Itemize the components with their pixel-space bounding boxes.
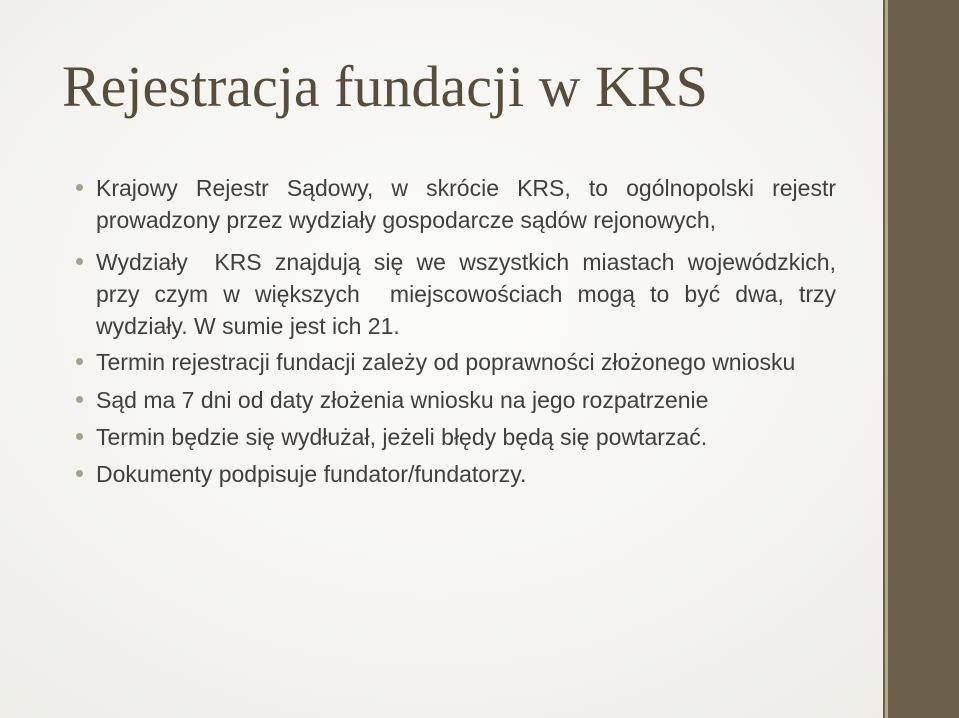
bullet-text-line: przy czym w większych miejscowościach mogą to być dwa, trzy (96, 281, 836, 307)
bullet-dot-icon (76, 258, 83, 265)
bullet-item-krs-definition (96, 172, 836, 236)
bullet-item-documents-signing (96, 458, 836, 490)
slide-title: Rejestracja fundacji w KRS (62, 54, 708, 119)
bullet-text-line: Sąd ma 7 dni od daty złożenia wniosku na jego rozpatrzenie (96, 387, 709, 413)
bullet-text-line: Dokumenty podpisuje fundator/fundatorzy. (96, 461, 527, 487)
side-band-stripe (885, 0, 888, 718)
bullet-text-line: Krajowy Rejestr Sądowy, w skrócie KRS, to ogólnopolski rejestr (96, 175, 836, 201)
bullet-item-term-extension (96, 421, 836, 453)
bullet-item-registration-term (96, 346, 836, 378)
bullet-item-krs-departments (96, 246, 836, 342)
decorative-side-band (883, 0, 959, 718)
bullet-list (96, 172, 836, 490)
bullet-dot-icon (76, 470, 83, 477)
bullet-dot-icon (76, 358, 83, 365)
bullet-text-line: Termin będzie się wydłużał, jeżeli błędy będą się powtarzać. (96, 424, 708, 450)
bullet-dot-icon (76, 396, 83, 403)
bullet-item-court-days (96, 384, 836, 416)
bullet-dot-icon (76, 184, 83, 191)
bullet-text-line: prowadzony przez wydziały gospodarcze sądów rejonowych, (96, 207, 717, 233)
bullet-text-line: Termin rejestracji fundacji zależy od poprawności złożonego wniosku (96, 349, 796, 375)
bullet-dot-icon (76, 433, 83, 440)
bullet-text-line: Wydziały KRS znajdują się we wszystkich miastach wojewódzkich, (96, 249, 836, 275)
bullet-text-line: wydziały. W sumie jest ich 21. (96, 313, 400, 339)
